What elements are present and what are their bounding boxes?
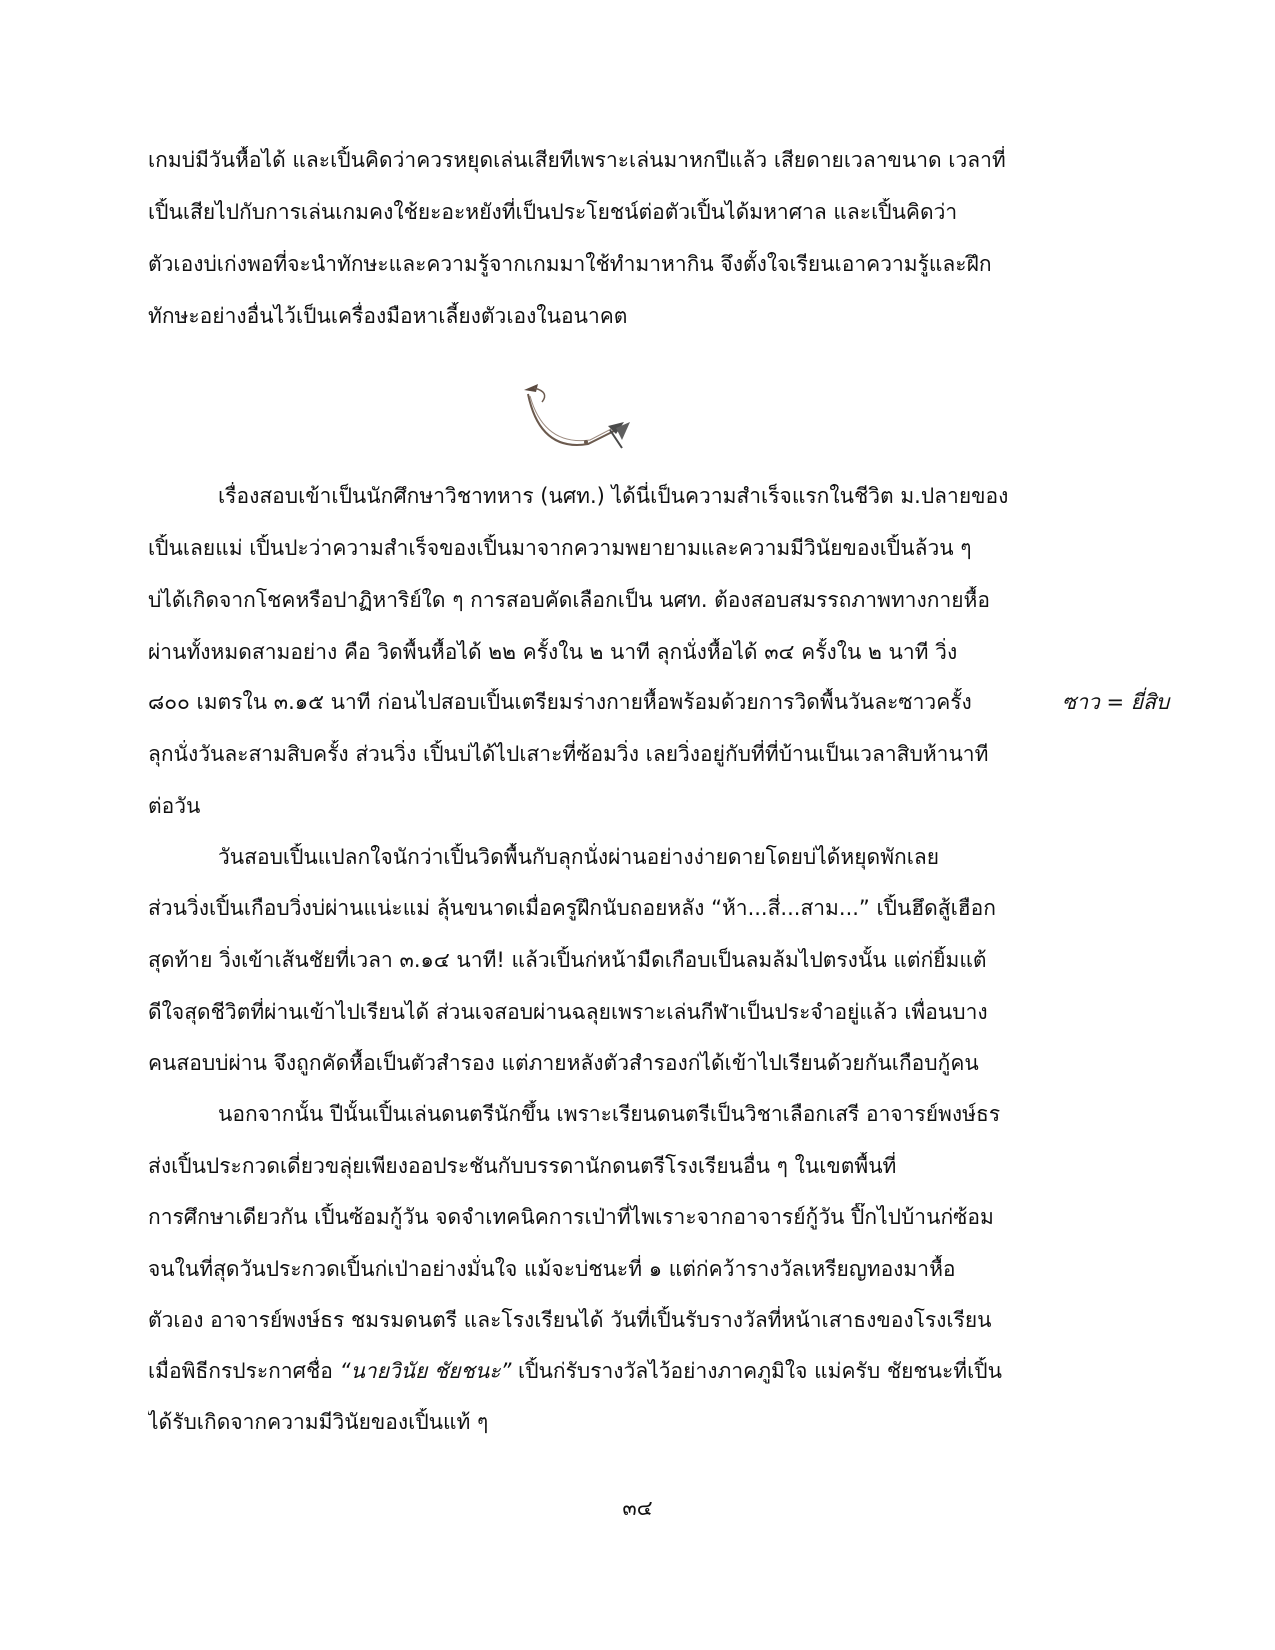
paragraph-3-line-2: ส่วนวิ่งเปิ้นเกือบวิ่งบ่ผ่านแน่ะแม่ ลุ้นขนาดเมื่อครูฝึกนับถอยหลัง “ห้า...สี่...สาม...” เปิ้นฮึดสู้เฮือก bbox=[148, 896, 996, 920]
paragraph-4-line-7: ได้รับเกิดจากความมีวินัยของเปิ้นแท้ ๆ bbox=[148, 1410, 489, 1434]
paragraph-1-line-2: เปิ้นเสียไปกับการเล่นเกมคงใช้ยะอะหยังที่เป็นประโยชน์ต่อตัวเปิ้นได้มหาศาล และเปิ้นคิดว่า bbox=[148, 200, 958, 224]
paragraph-3-line-3: สุดท้าย วิ่งเข้าเส้นชัยที่เวลา ๓.๑๔ นาที! แล้วเปิ้นก่หน้ามืดเกือบเป็นลมล้มไปตรงนั้น แต่ก่ยิ้มแต้ bbox=[148, 948, 987, 972]
paragraph-4-line-4: จนในที่สุดวันประกวดเปิ้นก่เป่าอย่างมั่นใจ แม้จะบ่ชนะที่ ๑ แต่ก่คว้ารางวัลเหรียญทองมาหื้อ bbox=[148, 1257, 956, 1281]
paragraph-2-line-2: เปิ้นเลยแม่ เปิ้นปะว่าความสำเร็จของเปิ้นมาจากความพยายามและความมีวินัยของเปิ้นล้วน ๆ bbox=[148, 536, 972, 560]
paragraph-4-line-2: ส่งเปิ้นประกวดเดี่ยวขลุ่ยเพียงออประชันกับบรรดานักดนตรีโรงเรียนอื่น ๆ ในเขตพื้นที่ bbox=[148, 1154, 897, 1178]
paragraph-4-line-3: การศึกษาเดียวกัน เปิ้นซ้อมกู้วัน จดจำเทคนิคการเป่าที่ไพเราะจากอาจารย์กู้วัน ปิ๊กไปบ้านก่ซ้อม bbox=[148, 1205, 994, 1229]
paragraph-1-line-4: ทักษะอย่างอื่นไว้เป็นเครื่องมือหาเลี้ยงตัวเองในอนาคต bbox=[148, 304, 628, 328]
margin-note: ซาว = ยี่สิบ bbox=[1062, 690, 1170, 714]
paragraph-1-line-3: ตัวเองบ่เก่งพอที่จะนำทักษะและความรู้จากเกมมาใช้ทำมาหากิน จึงตั้งใจเรียนเอาความรู้และฝึก bbox=[148, 252, 992, 276]
paragraph-4-line-6-before: เมื่อพิธีกรประกาศชื่อ bbox=[148, 1359, 340, 1383]
paragraph-4-line-1: นอกจากนั้น ปีนั้นเปิ้นเล่นดนตรีนักขึ้น เพราะเรียนดนตรีเป็นวิชาเลือกเสรี อาจารย์พงษ์ธร bbox=[218, 1102, 1001, 1126]
arrow-ornament-icon bbox=[520, 382, 640, 472]
paragraph-3-line-1: วันสอบเปิ้นแปลกใจนักว่าเปิ้นวิดพื้นกับลุกนั่งผ่านอย่างง่ายดายโดยบ่ได้หยุดพักเลย bbox=[218, 845, 940, 869]
paragraph-4-line-6-after: เปิ้นก่รับรางวัลไว้อย่างภาคภูมิใจ แม่ครับ ชัยชนะที่เปิ้น bbox=[511, 1359, 1002, 1383]
page-number: ๓๔ bbox=[622, 1496, 653, 1520]
paragraph-2-line-5: ๘๐๐ เมตรใน ๓.๑๕ นาที ก่อนไปสอบเปิ้นเตรียมร่างกายหื้อพร้อมด้วยการวิดพื้นวันละซาวครั้ง bbox=[148, 690, 972, 714]
paragraph-4-line-6 bbox=[148, 1357, 1008, 1385]
paragraph-1-line-1: เกมบ่มีวันหื้อได้ และเปิ้นคิดว่าควรหยุดเล่นเสียทีเพราะเล่นมาหกปีแล้ว เสียดายเวลาขนาด เวลาที่ bbox=[148, 148, 1006, 172]
paragraph-3-line-5: คนสอบบ่ผ่าน จึงถูกคัดหื้อเป็นตัวสำรอง แต่ภายหลังตัวสำรองก่ได้เข้าไปเรียนด้วยกันเกือบกู้คน bbox=[148, 1051, 979, 1075]
paragraph-2-line-6: ลุกนั่งวันละสามสิบครั้ง ส่วนวิ่ง เปิ้นบ่ได้ไปเสาะที่ซ้อมวิ่ง เลยวิ่งอยู่กับที่ที่บ้านเป็นเวลาสิบห้านาที bbox=[148, 742, 989, 766]
paragraph-2-line-1: เรื่องสอบเข้าเป็นนักศึกษาวิชาทหาร (นศท.) ได้นี่เป็นความสำเร็จแรกในชีวิต ม.ปลายของ bbox=[218, 484, 1008, 508]
paragraph-2-line-7: ต่อวัน bbox=[148, 794, 201, 818]
paragraph-2-line-3: บ่ได้เกิดจากโชคหรือปาฏิหาริย์ใด ๆ การสอบคัดเลือกเป็น นศท. ต้องสอบสมรรถภาพทางกายหื้อ bbox=[148, 588, 990, 612]
paragraph-2-line-4: ผ่านทั้งหมดสามอย่าง คือ วิดพื้นหื้อได้ ๒๒ ครั้งใน ๒ นาที ลุกนั่งหื้อได้ ๓๔ ครั้งใน ๒ นาที วิ่ง bbox=[148, 640, 958, 664]
paragraph-4-line-5: ตัวเอง อาจารย์พงษ์ธร ชมรมดนตรี และโรงเรียนได้ วันที่เปิ้นรับรางวัลที่หน้าเสาธงของโรงเรียน bbox=[148, 1308, 992, 1332]
awardee-name: “นายวินัย ชัยชนะ” bbox=[339, 1359, 512, 1383]
paragraph-3-line-4: ดีใจสุดชีวิตที่ผ่านเข้าไปเรียนได้ ส่วนเจสอบผ่านฉลุยเพราะเล่นกีฬาเป็นประจำอยู่แล้ว เพื่อนบาง bbox=[148, 1000, 988, 1024]
